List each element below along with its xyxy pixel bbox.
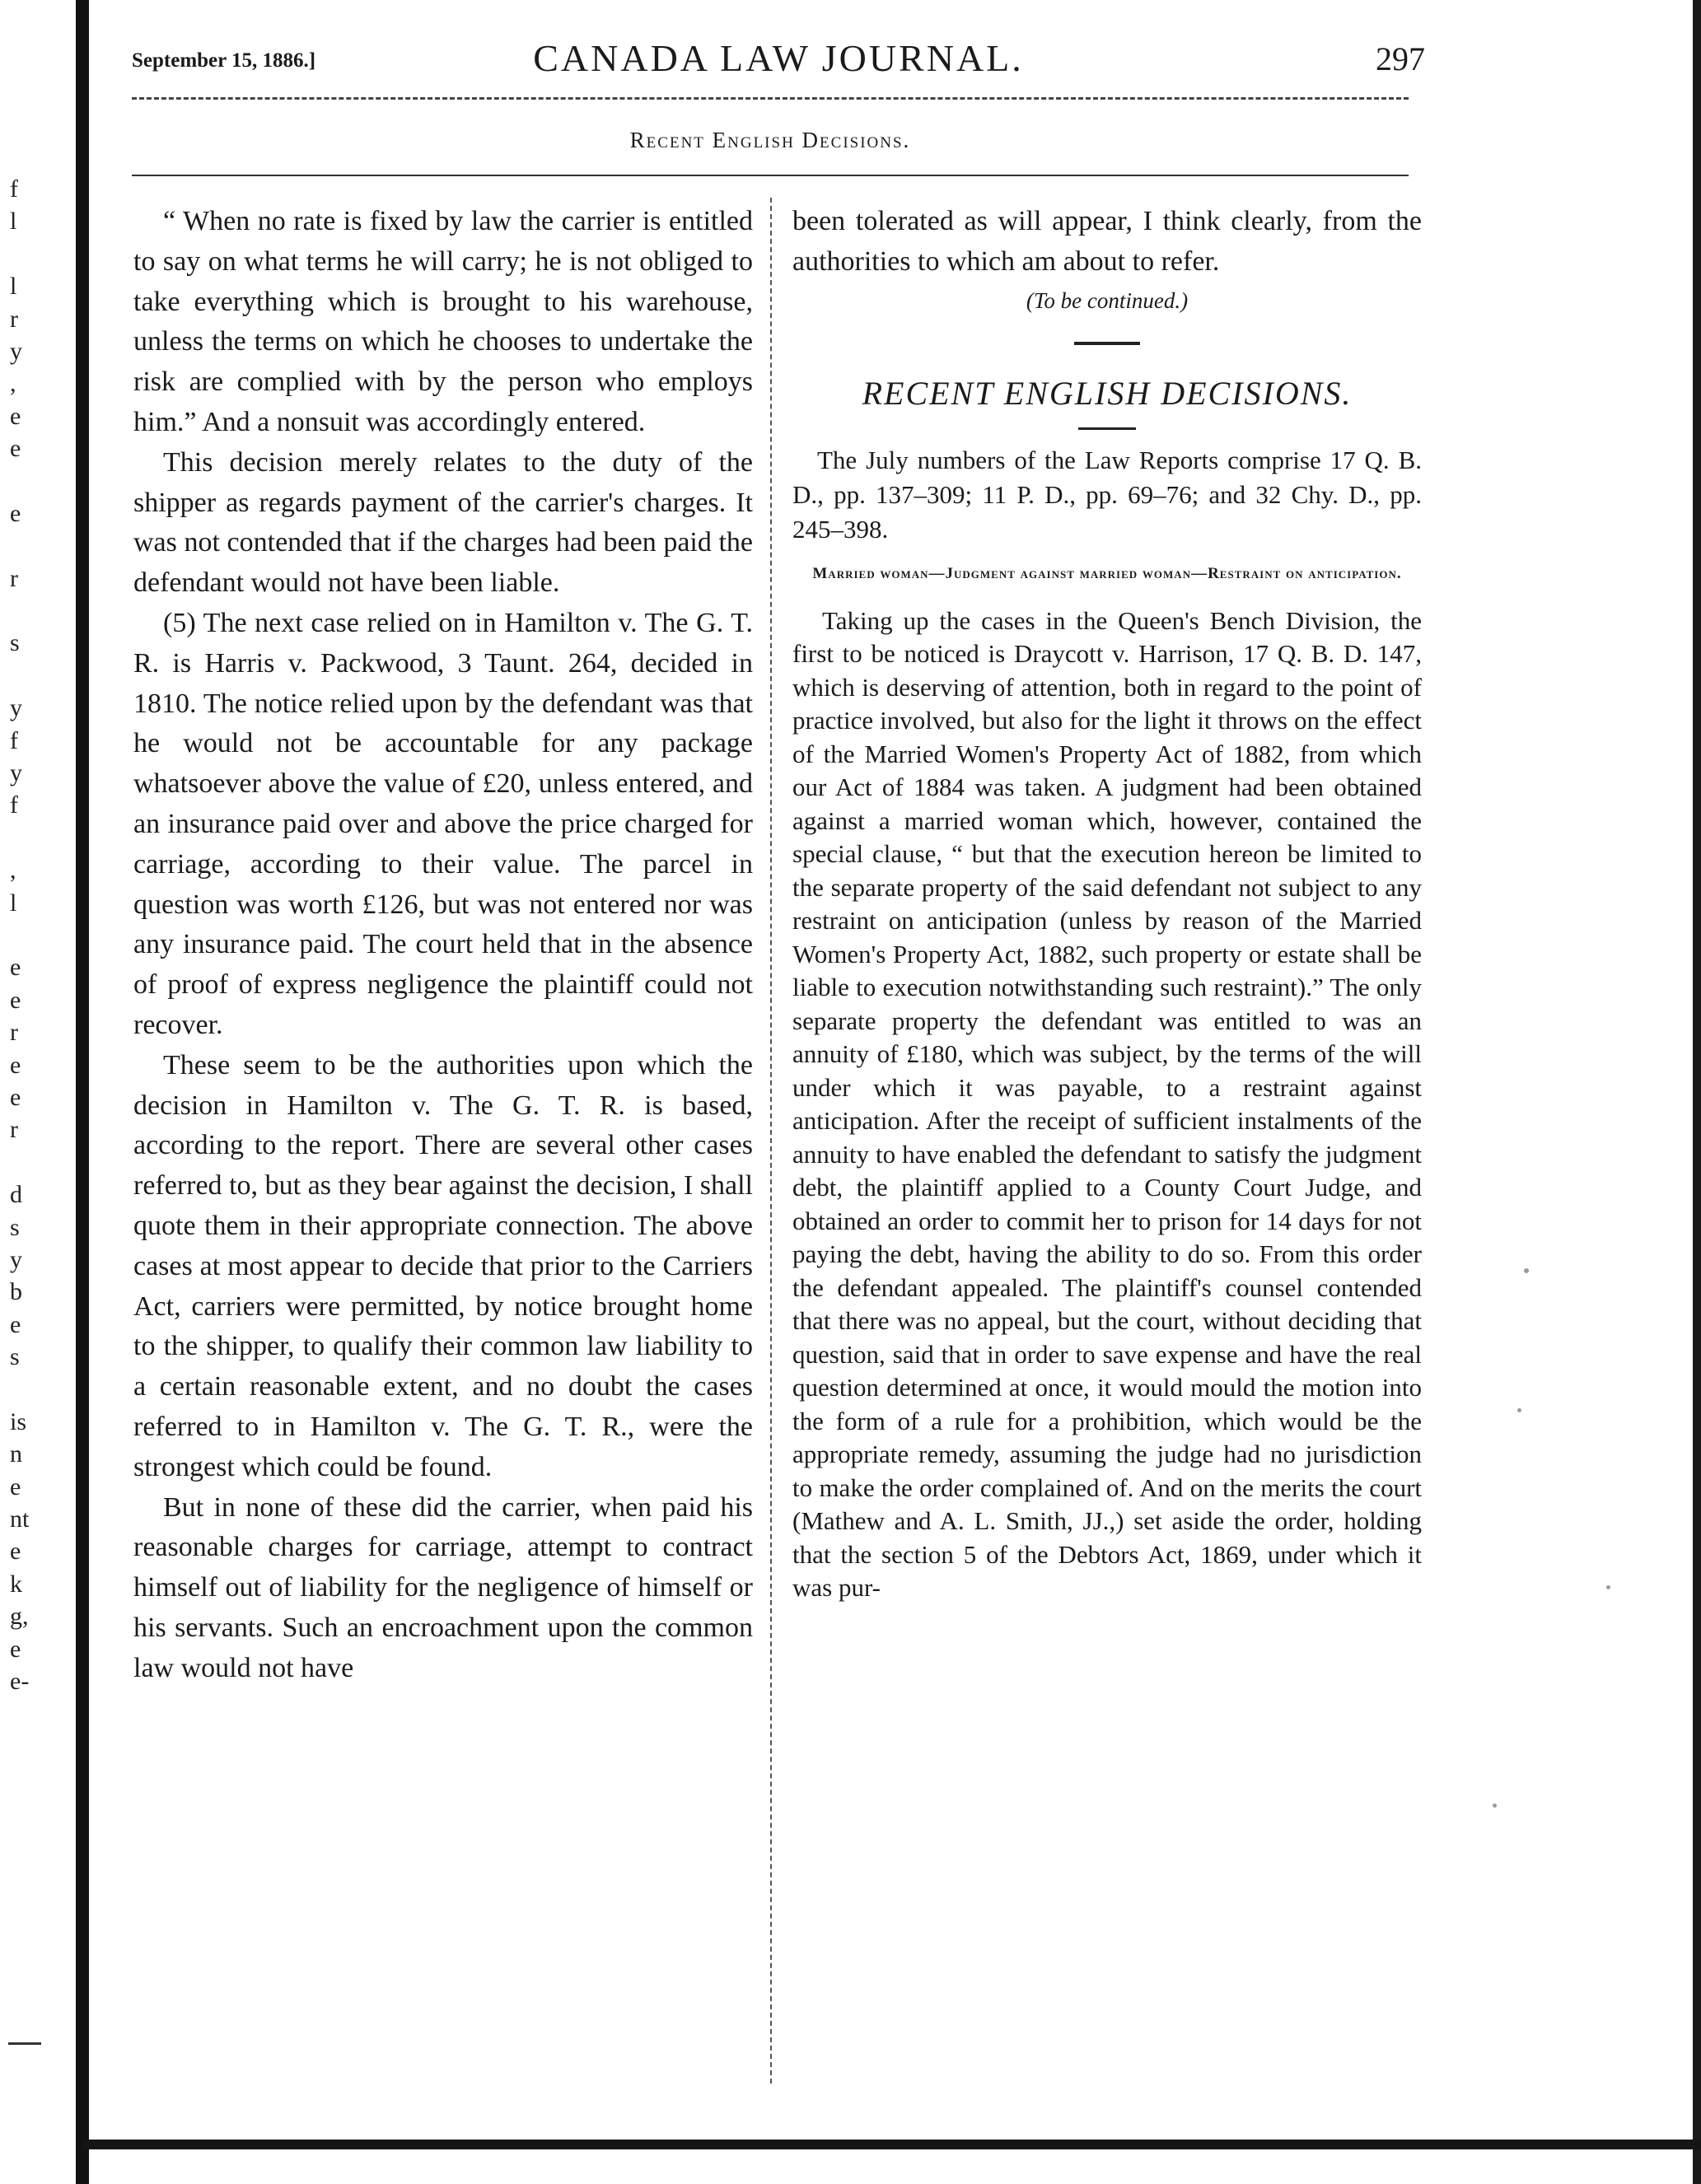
- continuation-text: been tolerated as will appear, I think clearly, from the authorities to which am about to refer.: [792, 206, 1422, 277]
- scan-edge-right: [1693, 0, 1701, 2184]
- margin-fragment: [0, 595, 66, 627]
- margin-fragment: f: [10, 791, 18, 819]
- margin-fragment: r: [10, 305, 18, 333]
- margin-fragment: [0, 1373, 66, 1405]
- margin-fragment: e: [10, 1310, 21, 1338]
- margin-fragment: g,: [10, 1603, 29, 1631]
- margin-fragment: e: [10, 954, 21, 982]
- journal-title: CANADA LAW JOURNAL.: [533, 37, 1024, 79]
- margin-fragment: e: [10, 1538, 21, 1566]
- margin-fragment: nt: [10, 1505, 30, 1533]
- header-rule: [132, 97, 1409, 102]
- margin-fragment: [0, 660, 66, 692]
- scan-speck: [1517, 1408, 1521, 1412]
- margin-fragment: [0, 919, 66, 951]
- margin-fragment: [0, 822, 66, 854]
- right-column: [792, 202, 1422, 1605]
- intro-paragraph: The July numbers of the Law Reports comprise 17 Q. B. D., pp. 137–309; 11 P. D., pp. 69–76; and 32 Chy. D., pp. 245–398.: [792, 445, 1422, 544]
- margin-fragment: f: [10, 726, 18, 754]
- page-number: 297: [1376, 40, 1425, 77]
- margin-fragment: r: [10, 564, 18, 592]
- margin-fragment: s: [10, 629, 20, 657]
- margin-fragment: ,: [10, 370, 16, 398]
- to-be-continued: (To be continued.): [1026, 287, 1189, 313]
- margin-fragment: y: [10, 1245, 22, 1273]
- margin-fragment: y: [10, 694, 22, 722]
- section-heading: Recent English Decisions.: [629, 128, 911, 152]
- paragraph: (5) The next case relied on in Hamilton v. The G. T. R. is Harris v. Packwood, 3 Taunt. 264, decided in 1810. The notice relied upon by the defendant was that he would not be accountable for any package whatsoever above the value of £20, unless entered, and an insurance paid over and above the price charged for carriage, according to their value. The parcel in question was worth £126, but was not entered nor was any insurance paid. The court held that in the absence of proof of express negligence the plaintiff could not recover.: [133, 607, 753, 1040]
- running-date: September 15, 1886.]: [132, 49, 316, 72]
- margin-fragment: r: [10, 1019, 18, 1047]
- margin-fragment: l: [10, 889, 17, 917]
- scan-speck: [1606, 1585, 1610, 1589]
- margin-fragment: l: [10, 273, 17, 301]
- separator-rule: [1074, 342, 1140, 345]
- margin-fragment: e: [10, 402, 21, 430]
- margin-fragment: s: [10, 1213, 20, 1241]
- margin-fragment: is: [10, 1407, 27, 1435]
- margin-fragment: e: [10, 435, 21, 463]
- margin-fragment: y: [10, 337, 22, 365]
- margin-fragment: l: [10, 208, 17, 236]
- margin-fragment: s: [10, 1343, 20, 1371]
- scan-edge-bottom: [82, 2140, 1701, 2149]
- margin-fragment: b: [10, 1278, 22, 1306]
- margin-fragment: ,: [10, 856, 16, 884]
- margin-fragment: e: [10, 1051, 21, 1079]
- margin-fragment: [0, 465, 66, 497]
- margin-fragment: e: [10, 1083, 21, 1111]
- paragraph: These seem to be the authorities upon which the decision in Hamilton v. The G. T. R. is based, according to the report. There are several other cases referred to, but as they bear against the decision, I shall quote them in their appropriate connection. The above cases at most appear to decide that prior to the Carriers Act, carriers were permitted, by notice brought home to the shipper, to qualify their common law liability to a certain reasonable extent, and no doubt the cases referred to in Hamilton v. The G. T. R., were the strongest which could be found.: [133, 1049, 753, 1482]
- margin-fragment: k: [10, 1570, 22, 1598]
- case-subheading: Married woman—Judgment against married woman—Restraint on anticipation.: [812, 564, 1402, 582]
- margin-fragment: e: [10, 1635, 21, 1663]
- margin-fragment: d: [10, 1181, 22, 1209]
- margin-fragment: [0, 530, 66, 562]
- margin-rule: [8, 2042, 41, 2045]
- column-divider: [770, 198, 772, 2084]
- body-paragraph: Taking up the cases in the Queen's Bench Division, the first to be noticed is Draycott v. Harrison, 17 Q. B. D. 147, which is deserving of attention, both in regard to the point of practice involved, but also for the light it throws on the effect of the Married Women's Property Act of 1882, from which our Act of 1884 was taken. A judgment had been obtained against a married woman which, however, contained the special clause, “ but that the execution hereon be limited to the separate property of the said defendant not subject to any restraint on anticipation (unless by reason of the Married Women's Property Act, 1882, such property or estate shall be liable to execution notwithstanding such restraint).” The only separate property the defendant was entitled to was an annuity of £180, which was subject, by the terms of the will under which it was payable, to a restraint against anticipation. After the receipt of sufficient instalments of the annuity to have enabled the defendant to satisfy the judgment debt, the plaintiff applied to a County Court Judge, and obtained an order to commit her to prison for 14 days for not paying the debt, having the ability to do so. From this order the defendant appealed. The plaintiff's counsel contended that there was no appeal, but the court, without deciding that question, said that in order to save expense and have the real question determined at once, it would mould the motion into the form of a rule for a prohibition, which would be the appropriate remedy, assuming the judge had no jurisdiction to make the order complained of. And on the merits the court (Mathew and A. L. Smith, JJ.,) set aside the order, holding that the section 5 of the Debtors Act, 1869, under which it was pur-: [792, 605, 1422, 1603]
- paragraph: But in none of these did the carrier, when paid his reasonable charges for carriage, attempt to contract himself out of liability for the negligence of himself or his servants. Such an encroachment upon the common law would not have: [133, 1491, 753, 1683]
- article-title: RECENT ENGLISH DECISIONS.: [862, 374, 1353, 412]
- margin-fragment: [0, 238, 66, 270]
- page-header: [132, 36, 1425, 86]
- margin-fragment: r: [10, 1116, 18, 1144]
- paragraph: “ When no rate is fixed by law the carrier is entitled to say on what terms he will carry; he is not obliged to take everything which is brought to his warehouse, unless the terms on which he chooses to undertake the risk are complied with by the person who employs him.” And a nonsuit was accordingly entered.: [133, 206, 753, 437]
- separator-rule: [1078, 427, 1136, 430]
- scan-speck: [1524, 1268, 1529, 1273]
- margin-fragment: e-: [10, 1667, 30, 1695]
- margin-fragment: [0, 1146, 66, 1178]
- margin-fragment: n: [10, 1440, 22, 1468]
- section-rule: [132, 175, 1409, 176]
- margin-fragment: e: [10, 1472, 21, 1500]
- scan-edge-left: [76, 0, 89, 2184]
- margin-fragment: y: [10, 759, 22, 787]
- scan-speck: [1493, 1804, 1497, 1808]
- margin-fragments: [0, 173, 66, 1697]
- left-column: [133, 202, 753, 1688]
- paragraph: This decision merely relates to the duty of the shipper as regards payment of the carrier's charges. It was not contended that if the charges had been paid the defendant would not have been liable.: [133, 446, 753, 599]
- margin-fragment: e: [10, 499, 21, 527]
- margin-fragment: e: [10, 986, 21, 1014]
- margin-fragment: f: [10, 175, 18, 203]
